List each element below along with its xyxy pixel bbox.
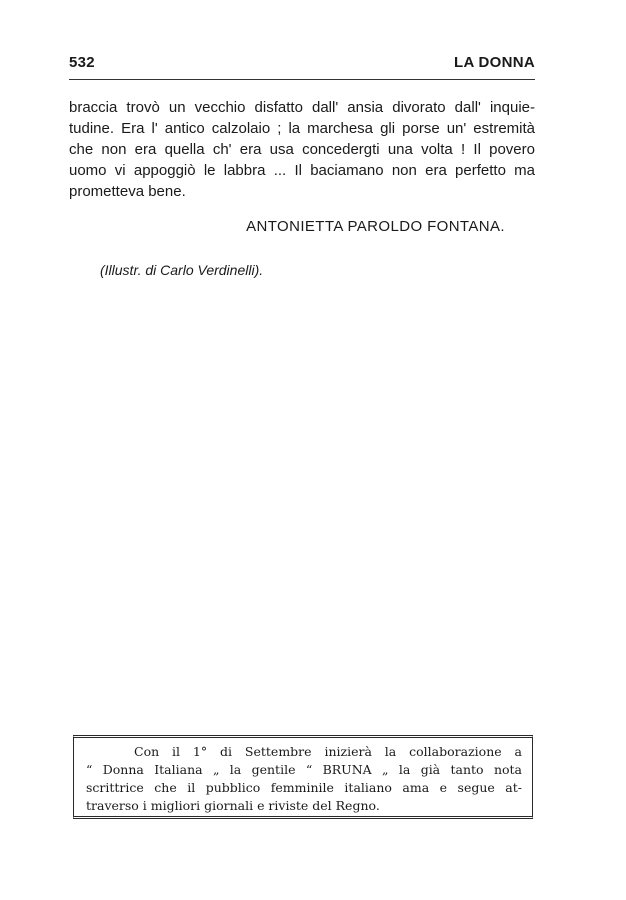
header-divider bbox=[69, 79, 535, 80]
page-header bbox=[69, 54, 535, 71]
announcement-line: traverso i migliori giornali e riviste del Regno. bbox=[86, 798, 380, 813]
page-number: 532 bbox=[69, 54, 95, 71]
announcement-line: “ Donna Italiana „ la gentile “ BRUNA „ la già tanto nota bbox=[86, 762, 522, 777]
illustration-credit: (Illustr. di Carlo Verdinelli). bbox=[100, 262, 264, 278]
announcement-box bbox=[73, 735, 533, 819]
announcement-line: Con il 1° di Settembre inizierà la collaborazione a bbox=[134, 744, 522, 759]
article-line: prometteva bene. bbox=[69, 183, 186, 200]
article-line: braccia trovò un vecchio disfatto dall' ansia divorato dall' inquie- bbox=[69, 99, 535, 116]
author-signature: ANTONIETTA PAROLDO FONTANA. bbox=[246, 218, 505, 235]
article-line: uomo vi appoggiò le labbra ... Il baciamano non era perfetto ma bbox=[69, 162, 535, 179]
announcement-line: scrittrice che il pubblico femminile italiano ama e segue at- bbox=[86, 780, 522, 795]
running-title: LA DONNA bbox=[453, 54, 535, 71]
article-line: che non era quella ch' era usa concedergti una volta ! Il povero bbox=[69, 141, 535, 158]
article-line: tudine. Era l' antico calzolaio ; la marchesa gli porse un' estremità bbox=[69, 120, 535, 137]
article-text bbox=[69, 97, 535, 202]
